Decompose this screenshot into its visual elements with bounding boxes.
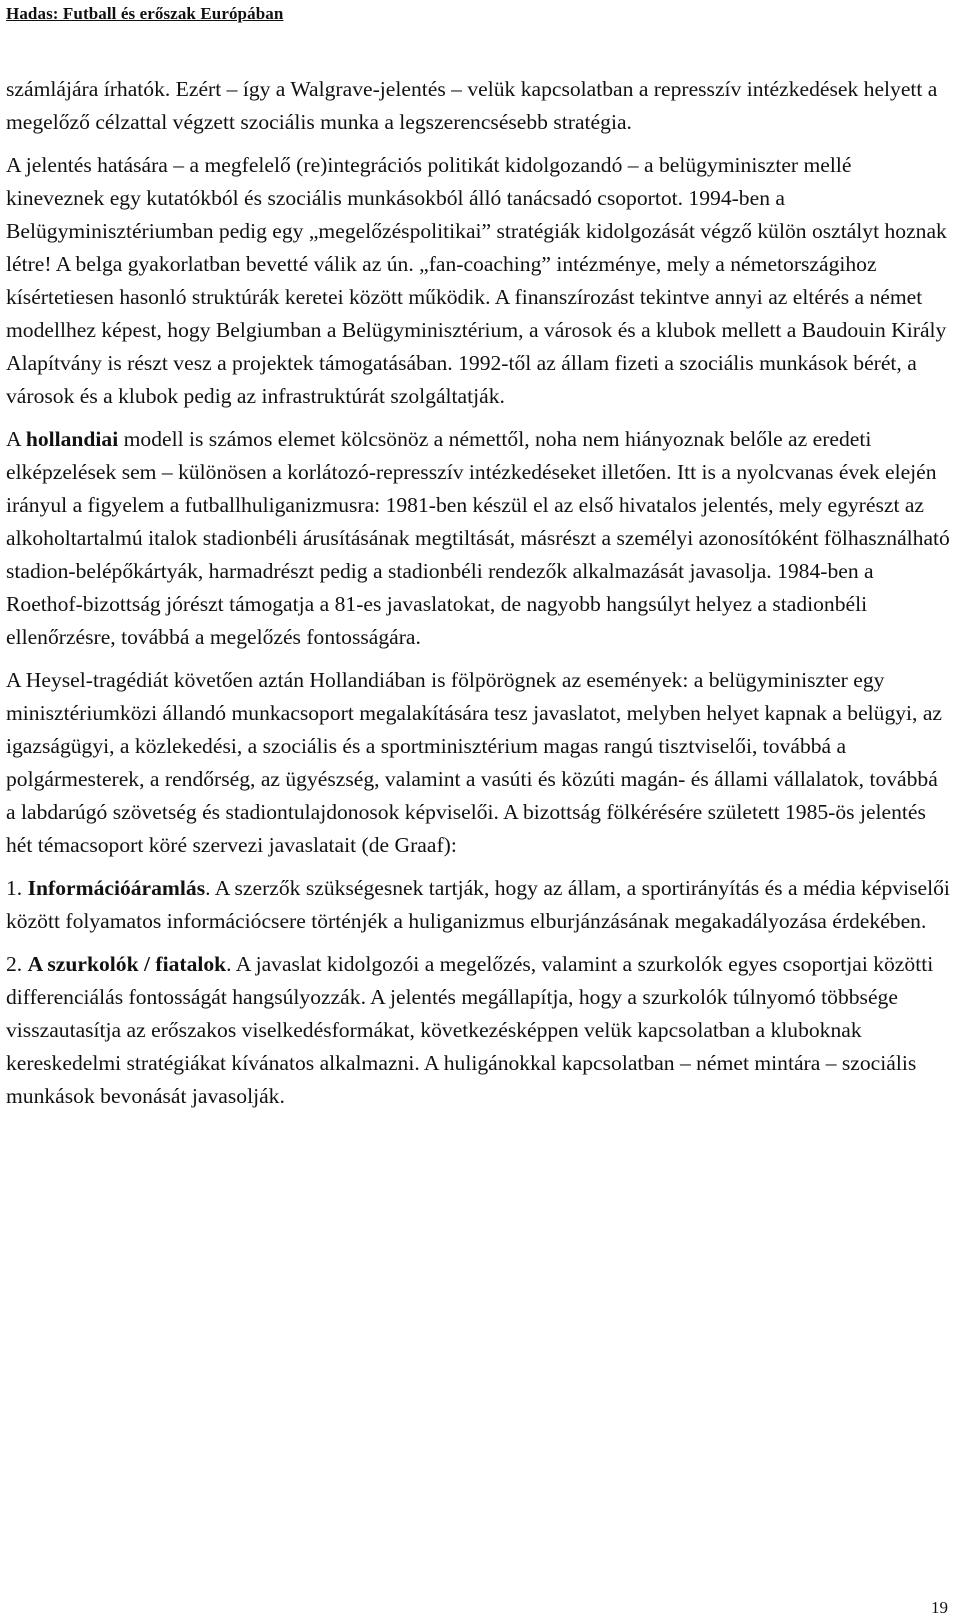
running-header: Hadas: Futball és erőszak Európában (6, 4, 284, 23)
list-item-1-number: 1. (6, 876, 28, 900)
list-item-1-heading: Információáramlás (27, 876, 206, 900)
list-item-1-text: . A szerzők szükségesnek tartják, hogy az állam, a sportirányítás és a média képviselői között folyamatos információcsere történjék a huliganizmus elburjánzásának megakadályozása érdekében. (6, 876, 950, 933)
list-item-2-number: 2. (6, 952, 28, 976)
paragraph-3-emphasis: hollandiai (25, 427, 119, 451)
document-body (6, 73, 951, 1123)
list-item-2 (6, 948, 951, 1113)
paragraph-4: A Heysel-tragédiát követően aztán Hollandiában is fölpörögnek az események: a belügyminiszter egy minisztériumközi állandó munkacsoport megalakítására tesz javaslatot, melyben helyet kapnak a belügyi, az igazságügyi, a közlekedési, a szociális és a sportminisztérium magas rangú tisztviselői, továbbá a polgármesterek, a rendőrség, az ügyészség, valamint a vasúti és közúti magán- és állami vállalatok, továbbá a labdarúgó szövetség és stadiontulajdonosok képviselői. A bizottság fölkérésére született 1985-ös jelentés hét témacsoport köré szervezi javaslatait (de Graaf): (6, 668, 943, 857)
list-item-1 (6, 872, 951, 938)
paragraph-1: számlájára írhatók. Ezért – így a Walgrave-jelentés – velük kapcsolatban a represszív intézkedések helyett a megelőző célzattal végzett szociális munka a legszerencsésebb stratégia. (6, 77, 938, 134)
paragraph-3-text: modell is számos elemet kölcsönöz a némettől, noha nem hiányoznak belőle az eredeti elképzelések sem – különösen a korlátozó-represszív intézkedéseket illetően. Itt is a nyolcvanas évek elején irányul a figyelem a futballhuliganizmusra: 1981-ben készül el az első hivatalos jelentés, mely egyrészt az alkoholtartalmú italok stadionbéli árusításának megtiltását, másrészt a személyi azonosítóként fölhasználható stadion-belépőkártyák, harmadrészt pedig a stadionbéli rendezők alkalmazását javasolja. 1984-ben a Roethof-bizottság jórészt támogatja a 81-es javaslatokat, de nagyobb hangsúlyt helyez a stadionbéli ellenőrzésre, továbbá a megelőzés fontosságára. (6, 427, 950, 649)
paragraph-2: A jelentés hatására – a megfelelő (re)integrációs politikát kidolgozandó – a belügyminiszter mellé kineveznek egy kutatókból és szociális munkásokból álló tanácsadó csoportot. 1994-ben a Belügyminisztériumban pedig egy „megelőzéspolitikai” stratégiák kidolgozását végző külön osztályt hoznak létre! A belga gyakorlatban bevetté válik az ún. „fan-coaching” intézménye, mely a németországihoz kísértetiesen hasonló struktúrák keretei között működik. A finanszírozást tekintve annyi az eltérés a német modellhez képest, hogy Belgiumban a Belügyminisztérium, a városok és a klubok mellett a Baudouin Király Alapítvány is részt vesz a projektek támogatásában. 1992-től az állam fizeti a szociális munkások bérét, a városok és a klubok pedig az infrastruktúrát szolgáltatják. (6, 153, 947, 408)
list-item-2-heading: A szurkolók / fiatalok (27, 952, 227, 976)
page-number: 19 (931, 1598, 948, 1617)
list-item-2-text: . A javaslat kidolgozói a megelőzés, valamint a szurkolók egyes csoportjai közötti differenciálás fontosságát hangsúlyozzák. A jelentés megállapítja, hogy a szurkolók túlnyomó többsége visszautasítja az erőszakos viselkedésformákat, következésképpen velük kapcsolatban a kluboknak kereskedelmi stratégiákat kívánatos alkalmazni. A huligánokkal kapcsolatban – német mintára – szociális munkások bevonását javasolják. (6, 952, 934, 1108)
paragraph-3-lead: A (6, 427, 26, 451)
paragraph-3 (6, 423, 951, 654)
